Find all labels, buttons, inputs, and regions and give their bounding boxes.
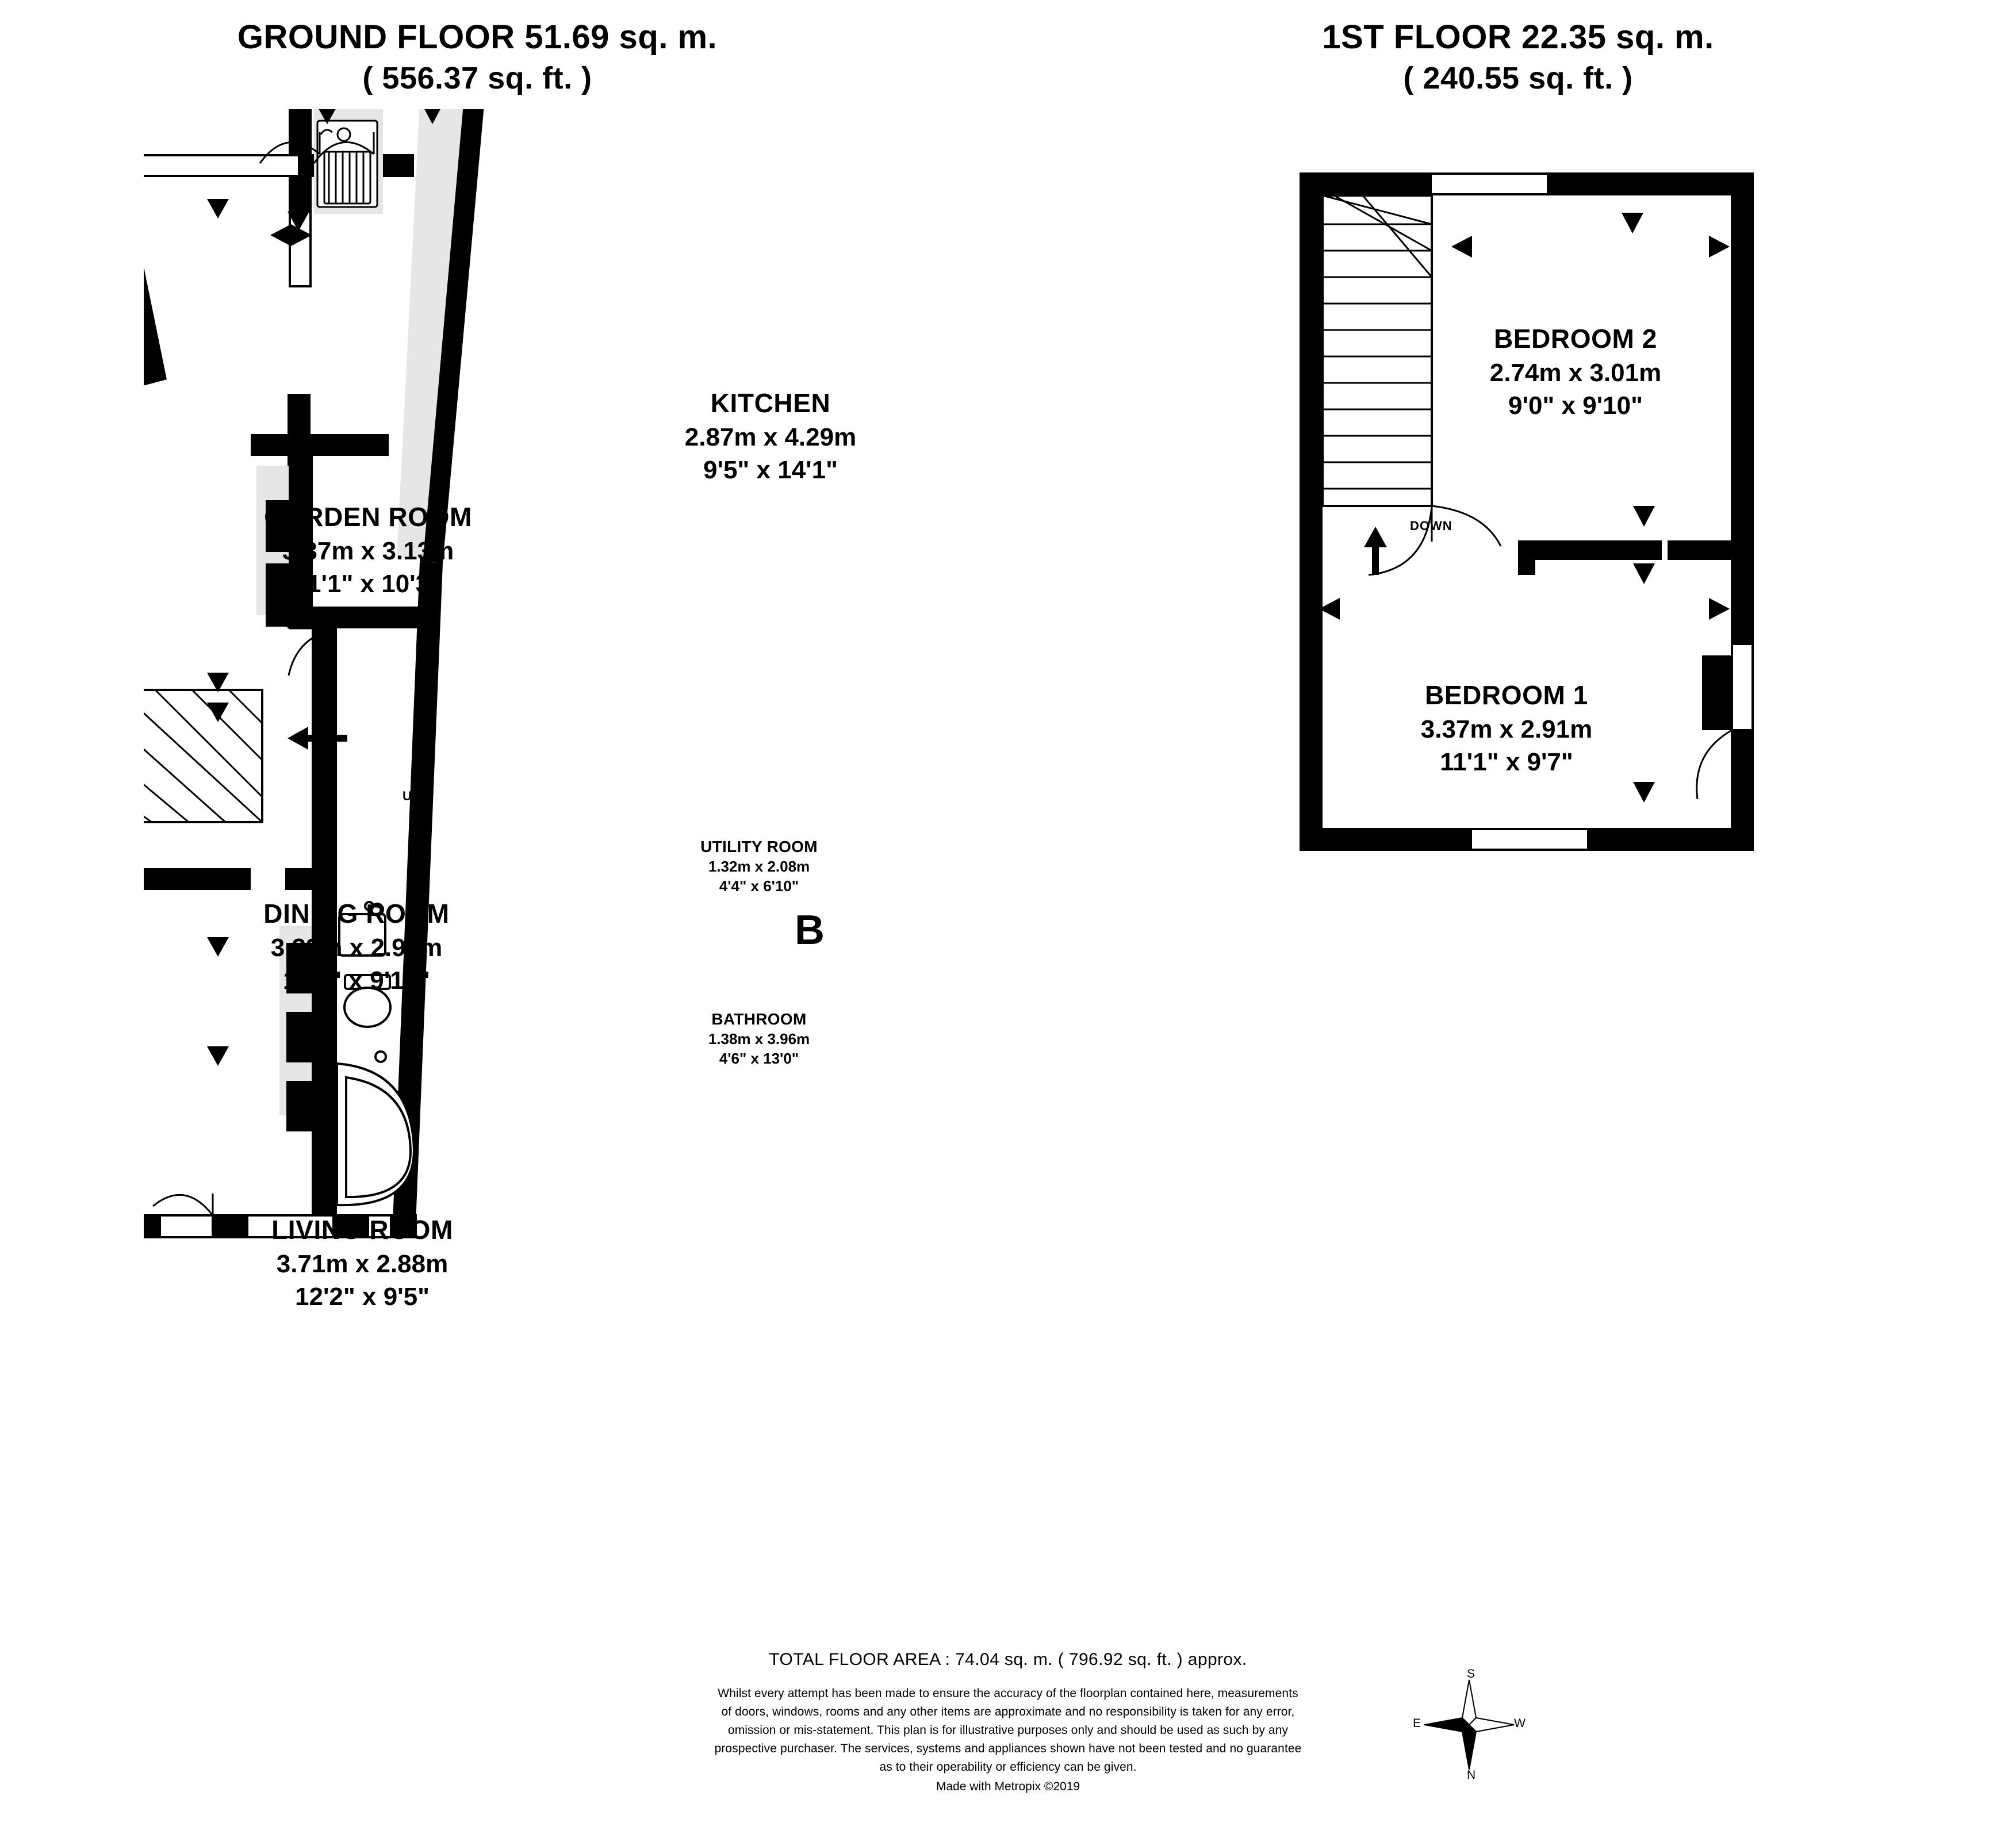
disclaimer bbox=[0, 1684, 2016, 1776]
dining-room-dim-metric: 3.39m x 2.99m bbox=[270, 933, 443, 962]
boiler-marker: B bbox=[795, 907, 825, 953]
garden-room-dim-imperial: 11'1" x 10'3" bbox=[294, 569, 442, 598]
room-label-bathroom bbox=[650, 1009, 868, 1069]
disclaimer-line-5: as to their operability or efficiency can be given. bbox=[879, 1760, 1137, 1774]
living-room-dim-imperial: 12'2" x 9'5" bbox=[295, 1282, 430, 1311]
living-room-dim-metric: 3.71m x 2.88m bbox=[276, 1249, 449, 1278]
compass-south-label: S bbox=[1467, 1667, 1475, 1680]
bedroom-1-dim-metric: 3.37m x 2.91m bbox=[1420, 715, 1593, 743]
bedroom-2-dim-imperial: 9'0" x 9'10" bbox=[1508, 391, 1643, 420]
dining-room-name: DINING ROOM bbox=[263, 899, 450, 928]
ground-floor-heading bbox=[132, 16, 822, 98]
room-label-kitchen bbox=[610, 386, 932, 486]
total-floor-area: TOTAL FLOOR AREA : 74.04 sq. m. ( 796.92 sq. ft. ) approx. bbox=[769, 1650, 1247, 1669]
stairs-up-label: UP bbox=[403, 789, 421, 803]
room-label-bedroom-1 bbox=[1311, 678, 1702, 778]
utility-room-name: UTILITY ROOM bbox=[700, 838, 818, 855]
compass-east-label: E bbox=[1413, 1717, 1421, 1730]
ground-floor-subtitle: ( 556.37 sq. ft. ) bbox=[362, 61, 592, 96]
made-with-credit: Made with Metropix ©2019 bbox=[936, 1779, 1080, 1793]
garden-room-dim-metric: 3.37m x 3.13m bbox=[282, 536, 454, 565]
bathroom-dim-metric: 1.38m x 3.96m bbox=[708, 1030, 810, 1048]
utility-room-dim-metric: 1.32m x 2.08m bbox=[708, 858, 810, 876]
first-floor-title: 1ST FLOOR 22.35 sq. m. bbox=[1322, 18, 1714, 56]
bedroom-1-name: BEDROOM 1 bbox=[1425, 680, 1588, 710]
first-floor-plan bbox=[1300, 138, 1944, 972]
disclaimer-line-4: prospective purchaser. The services, systems and appliances shown have not been tested and no guarantee bbox=[714, 1741, 1302, 1755]
utility-room-dim-imperial: 4'4" x 6'10" bbox=[719, 877, 799, 895]
room-label-living-room bbox=[184, 1213, 541, 1313]
room-label-utility-room bbox=[650, 836, 868, 896]
bedroom-1-dim-imperial: 11'1" x 9'7" bbox=[1440, 747, 1573, 776]
room-label-garden-room bbox=[190, 500, 546, 600]
ground-floor-title: GROUND FLOOR 51.69 sq. m. bbox=[237, 18, 718, 56]
room-label-dining-room bbox=[178, 897, 535, 997]
living-room-name: LIVING ROOM bbox=[271, 1215, 453, 1245]
bathroom-name: BATHROOM bbox=[711, 1010, 807, 1028]
disclaimer-line-1: Whilst every attempt has been made to ensure the accuracy of the floorplan contained here, measurements bbox=[718, 1687, 1298, 1700]
compass-north-label: N bbox=[1467, 1768, 1476, 1782]
kitchen-dim-metric: 2.87m x 4.29m bbox=[684, 423, 857, 451]
disclaimer-line-3: omission or mis-statement. This plan is for illustrative purposes only and should be used as such by any bbox=[727, 1723, 1289, 1737]
stairs-down-label: DOWN bbox=[1410, 519, 1452, 533]
footer bbox=[0, 1650, 2016, 1794]
bedroom-2-name: BEDROOM 2 bbox=[1494, 324, 1657, 354]
first-floor-subtitle: ( 240.55 sq. ft. ) bbox=[1403, 61, 1633, 96]
garden-room-name: GARDEN ROOM bbox=[264, 502, 472, 532]
dining-room-dim-imperial: 11'1" x 9'10" bbox=[283, 966, 430, 995]
kitchen-name: KITCHEN bbox=[710, 388, 831, 418]
bedroom-2-dim-metric: 2.74m x 3.01m bbox=[1489, 358, 1662, 387]
compass-west-label: W bbox=[1514, 1717, 1526, 1730]
first-floor-heading bbox=[1173, 16, 1863, 98]
room-label-bedroom-2 bbox=[1380, 322, 1771, 422]
disclaimer-line-2: of doors, windows, rooms and any other items are approximate and no responsibility is taken for any error, bbox=[721, 1705, 1295, 1718]
bathroom-dim-imperial: 4'6" x 13'0" bbox=[719, 1050, 799, 1068]
kitchen-dim-imperial: 9'5" x 14'1" bbox=[703, 455, 838, 484]
